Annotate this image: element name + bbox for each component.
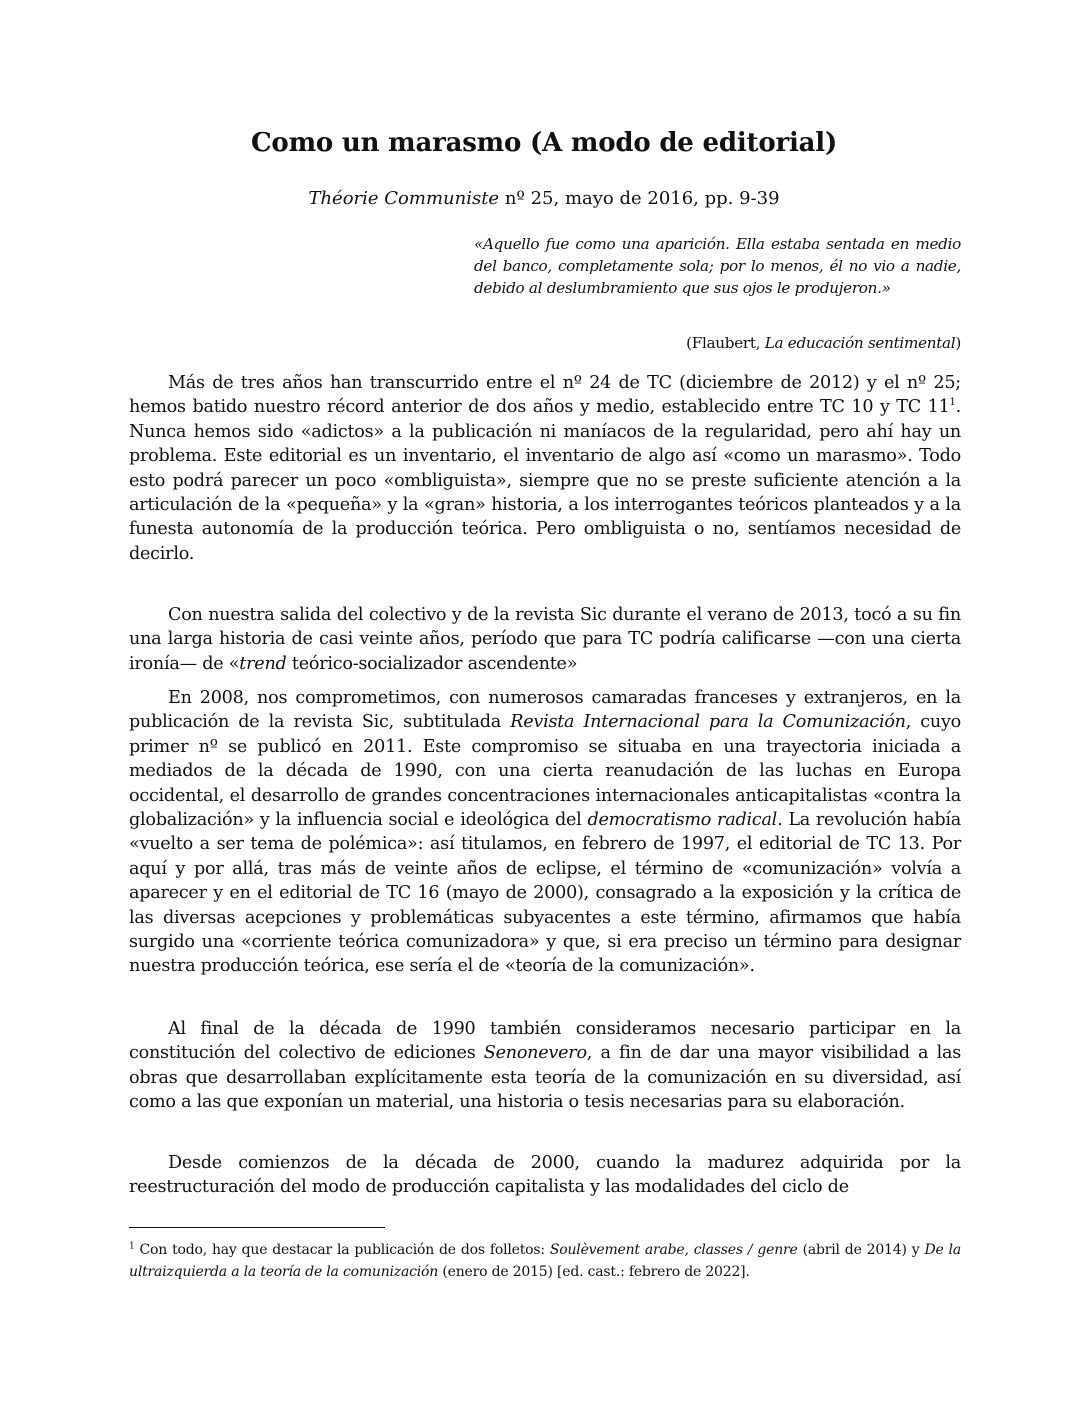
epigraph-source bbox=[686, 334, 961, 352]
paragraph-3-text-c: . La revolución había «vuelto a ser tema de polémica»: así titulamos, en febrero de 1997, el editorial de TC 13. Por aquí y por allá, tras más de veinte años de eclipse, el término de «comunización» volvía a aparecer y en el editorial de TC 16 (mayo de 2000), consagrado a la exposición y la crítica de las diversas acepciones y problemáticas subyacentes a este término, afirmamos que había surgido una «corriente teórica comunizadora» y que, si era preciso un término para designar nuestra producción teórica, ese sería el de «teoría de la comunización». bbox=[129, 810, 961, 977]
document-subtitle bbox=[0, 188, 1088, 209]
footnote-divider bbox=[129, 1227, 385, 1228]
footnote-text-a: Con todo, hay que destacar la publicación de dos folletos: bbox=[134, 1242, 550, 1258]
epigraph-source-close: ) bbox=[955, 334, 961, 352]
footnote-emphasis-2: De la ultraizquierda a la teoría de la comunización bbox=[129, 1242, 961, 1280]
issue-info: nº 25, mayo de 2016, pp. 9-39 bbox=[499, 188, 780, 209]
paragraph-2 bbox=[129, 603, 961, 676]
journal-name: Théorie Communiste bbox=[308, 188, 500, 209]
paragraph-3-text-b: , cuyo primer nº se publicó en 2011. Este compromiso se situaba en una trayectoria iniciada a mediados de la década de 1990, con una cierta reanudación de las luchas en Europa occidental, el desarrollo de grandes concentraciones internacionales anticapitalistas «contra la globalización» y la influencia social e ideológica del bbox=[129, 712, 961, 831]
epigraph-quote: «Aquello fue como una aparición. Ella estaba sentada en medio del banco, completamente sola; por lo menos, él no vio a nadie, debido al deslumbramiento que sus ojos le produjeron.» bbox=[474, 235, 961, 297]
epigraph-source-title: La educación sentimental bbox=[764, 334, 956, 352]
paragraph-1-text-a: Más de tres años han transcurrido entre el nº 24 de TC (diciembre de 2012) y el nº 25; hemos batido nuestro récord anterior de dos años y medio, establecido entre TC 10 y TC 11 bbox=[129, 373, 961, 418]
paragraph-2-emphasis: trend bbox=[239, 653, 287, 674]
paragraph-1-text-b: . Nunca hemos sido «adictos» a la publicación ni maníacos de la regularidad, pero ahí hay un problema. Este editorial es un inventario, el inventario de algo así «como un marasmo». Todo esto podrá parecer un poco «ombliguista», siempre que no se preste suficiente atención a la articulación de la «pequeña» y la «gran» historia, a los interrogantes teóricos planteados y a la funesta autonomía de la producción teórica. Pero ombliguista o no, sentíamos necesidad de decirlo. bbox=[129, 397, 961, 564]
footnote-1 bbox=[129, 1239, 961, 1283]
paragraph-3 bbox=[129, 686, 961, 979]
footnote-reference[interactable]: 1 bbox=[949, 397, 956, 409]
paragraph-3-emphasis-2: democratismo radical bbox=[587, 810, 778, 831]
epigraph-source-open: (Flaubert, bbox=[686, 334, 765, 352]
paragraph-1 bbox=[129, 371, 961, 566]
footnote-text-c: (enero de 2015) [ed. cast.: febrero de 2022]. bbox=[438, 1264, 750, 1280]
paragraph-4 bbox=[129, 1017, 961, 1115]
paragraph-3-emphasis-1: Revista Internacional para la Comunización bbox=[510, 712, 906, 733]
paragraph-4-text-a: Al final de la década de 1990 también consideramos necesario participar en la constitución del colectivo de ediciones bbox=[129, 1019, 961, 1064]
paragraph-4-text-b: , a fin de dar una mayor visibilidad a las obras que desarrollaban explícitamente esta teoría de la comunización en su diversidad, así como a las que exponían un material, una historia o tesis necesarias para su elaboración. bbox=[129, 1043, 961, 1113]
paragraph-5: Desde comienzos de la década de 2000, cuando la madurez adquirida por la reestructuración del modo de producción capitalista y las modalidades del ciclo de bbox=[129, 1153, 961, 1198]
paragraph-2-text-b: teórico-socializador ascendente» bbox=[286, 653, 578, 674]
paragraph-3-text-a: En 2008, nos comprometimos, con numerosos camaradas franceses y extranjeros, en la publicación de la revista Sic, subtitulada bbox=[129, 688, 961, 733]
document-title: Como un marasmo (A modo de editorial) bbox=[250, 128, 838, 158]
footnote-text-b: (abril de 2014) y bbox=[797, 1242, 925, 1258]
footnote-mark: 1 bbox=[129, 1241, 135, 1252]
paragraph-2-text-a: Con nuestra salida del colectivo y de la revista Sic durante el verano de 2013, tocó a su fin una larga historia de casi veinte años, período que para TC podría calificarse —con una cierta ironía— de « bbox=[129, 605, 961, 674]
footnote-emphasis-1: Soulèvement arabe, classes / genre bbox=[549, 1242, 798, 1258]
paragraph-4-emphasis: Senonevero bbox=[483, 1043, 587, 1064]
